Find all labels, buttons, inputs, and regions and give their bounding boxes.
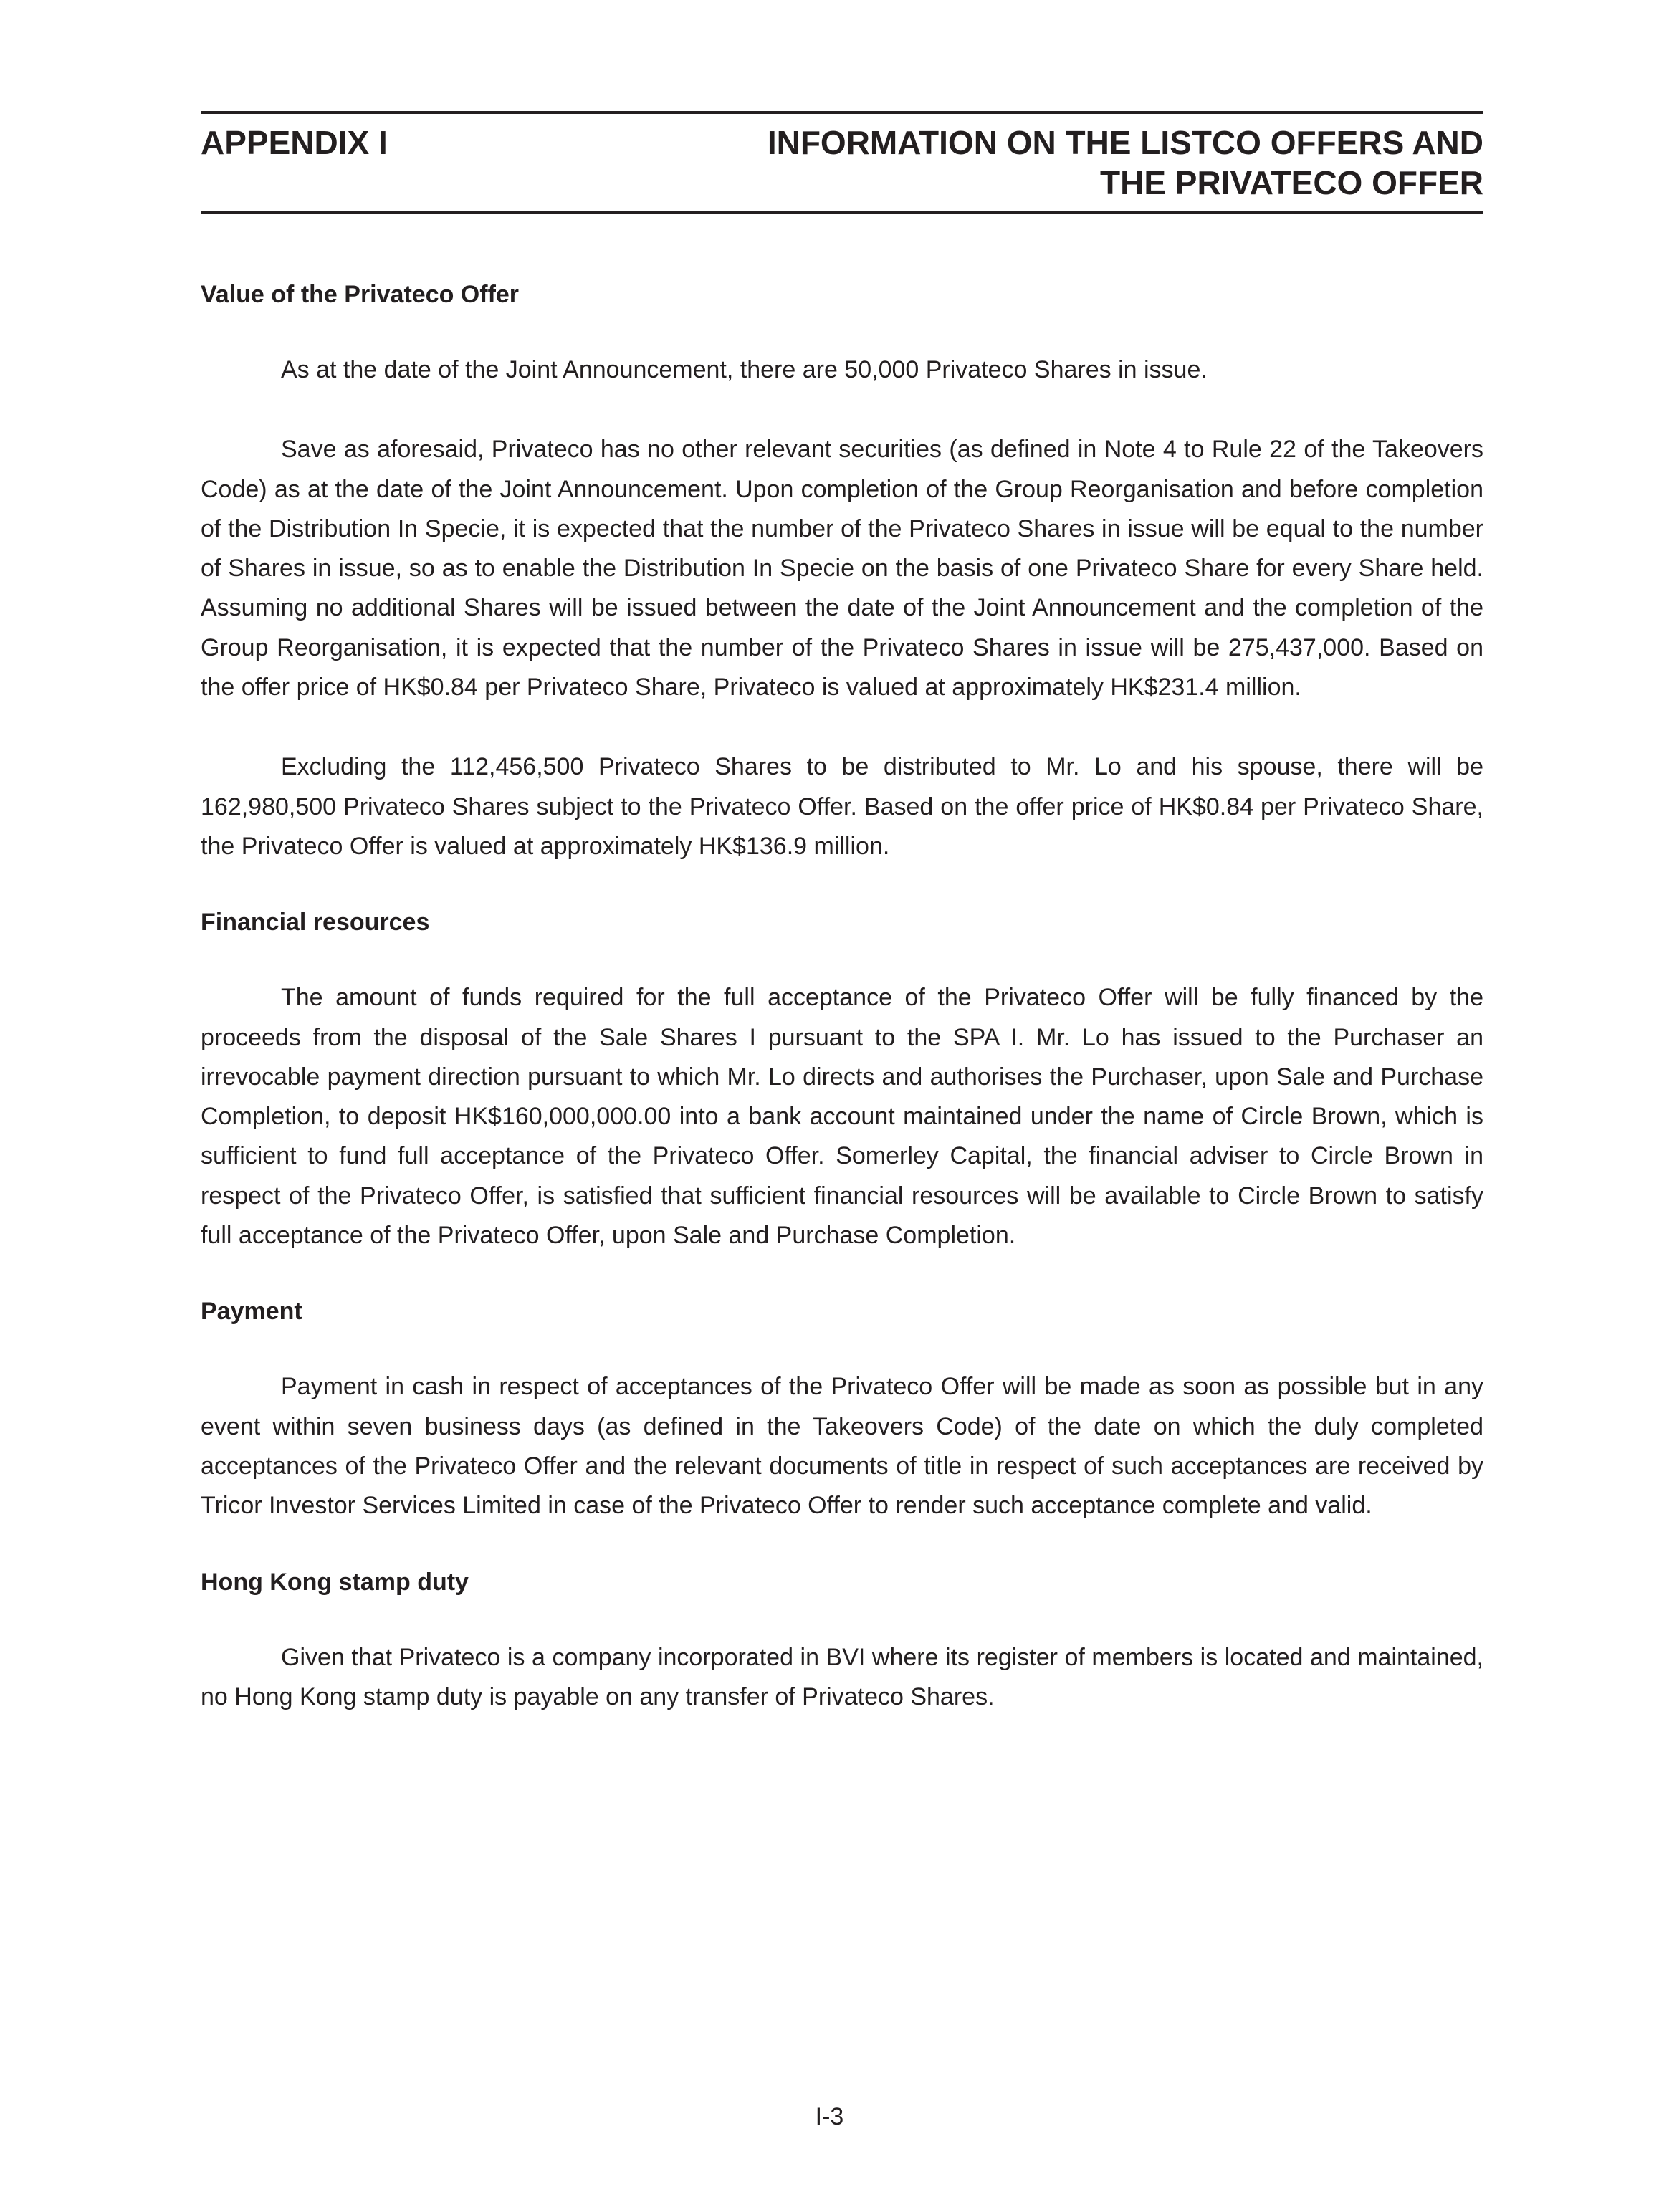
paragraph: Save as aforesaid, Privateco has no other relevant securities (as defined in Note 4 to Rule 22 of the Takeovers Code) as at the date of the Joint Announcement. Upon completion of the Group Reorganisation and before completion of the Distribution In Specie, it is expected that the number of the Privateco Shares in issue will be equal to the number of Shares in issue, so as to enable the Distribution In Specie on the basis of one Privateco Share for every Share held. Assuming no additional Shares will be issued between the date of the Joint Announcement and the completion of the Group Reorganisation, it is expected that the number of the Privateco Shares in issue will be 275,437,000. Based on the offer price of HK$0.84 per Privateco Share, Privateco is valued at approximately HK$231.4 million. — [201, 436, 1483, 702]
header-title-line-2: THE PRIVATECO OFFER — [1100, 164, 1483, 201]
appendix-label: APPENDIX I — [201, 124, 388, 161]
paragraph: Given that Privateco is a company incorporated in BVI where its register of members is located and maintained, no Hong Kong stamp duty is payable on any transfer of Privateco Shares. — [201, 1643, 1483, 1710]
section-heading-payment: Payment — [201, 1298, 302, 1326]
page-header — [201, 123, 1483, 203]
document-page — [201, 111, 1483, 1717]
paragraph: The amount of funds required for the full acceptance of the Privateco Offer will be fully financed by the proceeds from the disposal of the Sale Shares I pursuant to the SPA I. Mr. Lo has issued to the Purchaser an irrevocable payment direction pursuant to which Mr. Lo directs and authorises the Purchaser, upon Sale and Purchase Completion, to deposit HK$160,000,000.00 into a bank account maintained under the name of Circle Brown, which is sufficient to fund full acceptance of the Privateco Offer. Somerley Capital, the financial adviser to Circle Brown in respect of the Privateco Offer, is satisfied that sufficient financial resources will be available to Circle Brown to satisfy full acceptance of the Privateco Offer, upon Sale and Purchase Completion. — [201, 984, 1483, 1250]
page-number: I-3 — [815, 2103, 844, 2130]
header-bottom-rule — [201, 211, 1483, 214]
header-title — [768, 123, 1483, 203]
paragraph: Excluding the 112,456,500 Privateco Shares to be distributed to Mr. Lo and his spouse, there will be 162,980,500 Privateco Shares subject to the Privateco Offer. Based on the offer price of HK$0.84 per Privateco Share, the Privateco Offer is valued at approximately HK$136.9 million. — [201, 753, 1483, 860]
section-heading-hong-kong-stamp-duty: Hong Kong stamp duty — [201, 1568, 469, 1596]
document-body — [201, 279, 1483, 1717]
header-title-line-1: INFORMATION ON THE LISTCO OFFERS AND — [767, 124, 1483, 161]
section-heading-value-of-privateco-offer: Value of the Privateco Offer — [201, 281, 520, 308]
header-top-rule — [201, 111, 1483, 114]
section-heading-financial-resources: Financial resources — [201, 909, 430, 937]
paragraph: Payment in cash in respect of acceptances of the Privateco Offer will be made as soon as possible but in any event within seven business days (as defined in the Takeovers Code) of the date on which the duly completed acceptances of the Privateco Offer and the relevant documents of title in respect of such acceptances are received by Tricor Investor Services Limited in case of the Privateco Offer to render such acceptance complete and valid. — [201, 1373, 1483, 1520]
paragraph: As at the date of the Joint Announcement, there are 50,000 Privateco Shares in issue. — [281, 356, 1208, 383]
